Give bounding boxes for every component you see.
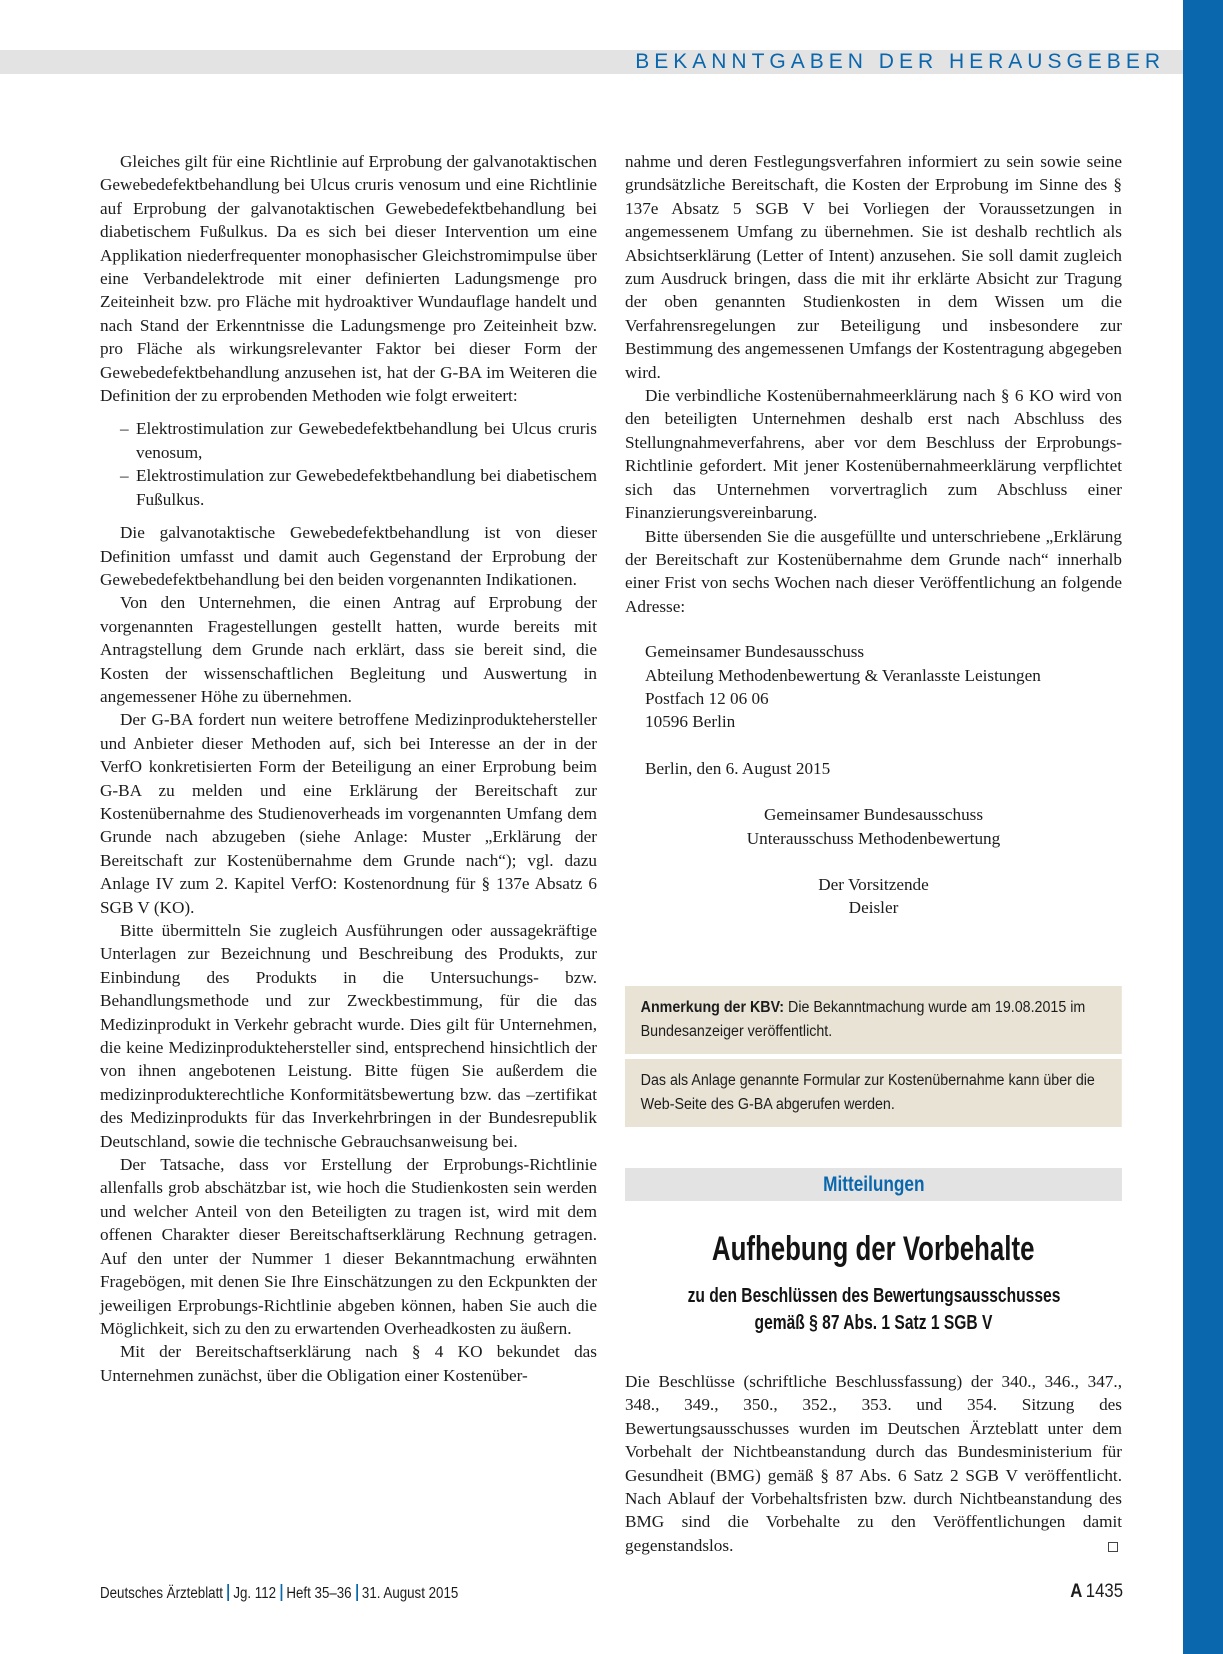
footer-separator: [356, 1584, 358, 1601]
issue-date: 31. August 2015: [361, 1585, 459, 1602]
list-item: – Elektrostimulation zur Gewebedefektbehandlung bei Ulcus cruris venosum,: [120, 419, 597, 462]
method-list: [100, 417, 597, 511]
dash-bullet: –: [120, 419, 129, 439]
left-column: [100, 150, 597, 1387]
date-line: Berlin, den 6. August 2015: [645, 758, 831, 778]
journal-name: Deutsches Ärzteblatt: [100, 1585, 223, 1602]
paragraph: Bitte übermitteln Sie zugleich Ausführungen oder aussagekräftige Unterlagen zur Bezeichnung und Beschreibung des Produkts, zur Einbindung des Produkts in die Untersuchungs- bzw. Behandlungsmethode und zur Zweckbestimmung, für die das Medizinprodukt in Verkehr gebracht wurde. Dies gilt für Unternehmen, die keine Medizinproduktehersteller sind, entsprechend hinsichtlich der von ihnen angebotenen Leistung. Bitte fügen Sie außerdem die medizinprodukterechtliche Konformitätsbewertung bzw. das –zertifikat des Medizinprodukts für das Inverkehrbringen in der Bundesrepublik Deutschland, sowie die technische Gebrauchsanweisung bei.: [100, 921, 597, 1151]
side-color-bar: [1183, 0, 1223, 1654]
paragraph: Gleiches gilt für eine Richtlinie auf Erprobung der galvanotaktischen Gewebedefektbehandlung bei Ulcus cruris venosum und eine Richtlinie auf Erprobung der galvanotaktischen Gewebedefektbehandlung bei diabetischem Fußulkus. Da es sich bei dieser Intervention um eine Applikation niederfrequenter monophasischer Gleichstromimpulse über eine Verbandelektrode mit einer definierten Ladungsmenge pro Zeiteinheit bzw. pro Fläche mit hydroaktiver Wundauflage handelt und nach Stand der Erkenntnisse die Ladungsmenge pro Zeiteinheit bzw. pro Fläche als wirkungsrelevanter Faktor bei dieser Form der Gewebedefektbehandlung anzusehen ist, hat der G-BA im Weiteren die Definition der zu erprobenden Methoden wie folgt erweitert:: [100, 152, 597, 406]
category-band: [625, 1168, 1122, 1201]
kbv-note-label: Anmerkung der KBV:: [640, 999, 785, 1016]
right-column: [625, 150, 1122, 920]
address-line: Abteilung Methodenbewertung & Veranlasste Leistungen: [645, 665, 1041, 685]
footer-separator: [280, 1584, 282, 1601]
paragraph: Bitte übersenden Sie die ausgefüllte und unterschriebene „Erklärung der Bereitschaft zur Kostenübernahme dem Grunde nach“ innerhalb einer Frist von sechs Wochen nach dieser Veröffentlichung an folgende Adresse:: [625, 526, 1122, 616]
paragraph: Von den Unternehmen, die einen Antrag auf Erprobung der vorgenannten Fragestellungen gestellt hatten, wurde bereits mit Antragstellung dem Grunde nach erklärt, dass sie bereit sind, die Kosten der wissenschaftlichen Begleitung und Auswertung in angemessener Höhe zu übernehmen.: [100, 593, 597, 706]
address-line: 10596 Berlin: [645, 712, 736, 732]
paragraph: Die verbindliche Kostenübernahmeerklärung nach § 6 KO wird von den beteiligten Unternehmen deshalb erst nach Abschluss des Stellungnahmeverfahrens, aber vor dem Beschluss der Erprobungs-Richtlinie gefordert. Mit jener Kostenübernahmeerklärung verpflichtet sich das Unternehmen vorvertraglich zum Abschluss einer Finanzierungsvereinbarung.: [625, 386, 1122, 523]
kbv-note-text: Die Bekanntmachung wurde am 19.08.2015 im Bundesanzeiger veröffentlicht.: [640, 999, 1086, 1040]
kbv-note: [625, 986, 1122, 1054]
end-square-icon: [1108, 1542, 1118, 1552]
page-prefix: A: [1070, 1581, 1083, 1602]
form-note: Das als Anlage genannte Formular zur Kostenübernahme kann über die Web-Seite des G-BA abgerufen werden.: [625, 1059, 1122, 1127]
section-header: BEKANNTGABEN DER HERAUSGEBER: [635, 50, 1165, 73]
paragraph: Der Tatsache, dass vor Erstellung der Erprobungs-Richtlinie allenfalls grob abschätzbar ist, wie hoch die Studienkosten sein werden und welcher Anteil von den Beteiligten zu tragen ist, wird mit dem offenen Charakter dieser Bereitschaftserklärung Rechnung getragen. Auf den unter der Nummer 1 dieser Bekanntmachung erwähnten Fragebögen, mit denen Sie Ihre Einschätzungen zu den Eckpunkten der jeweiligen Erprobungs-Richtlinie abgeben können, haben Sie auch die Möglichkeit, sich zu den zu erwartenden Overheadkosten zu äußern.: [100, 1155, 597, 1338]
paragraph: Der G-BA fordert nun weitere betroffene Medizinproduktehersteller und Anbieter dieser Methoden auf, sich bei Interesse an der in der VerfO konkretisierten Form der Beteiligung an einer Erprobung beim G-BA zu melden und eine Erklärung der Bereitschaft zur Kostenübernahme des Studienoverheads im vorgenannten Umfang dem Grunde nach abzugeben (siehe Anlage: Muster „Erklärung der Bereitschaft zur Kostenübernahme dem Grunde nach“); vgl. dazu Anlage IV zum 2. Kapitel VerfO: Kostenordnung für § 137e Absatz 6 SGB V (KO).: [100, 710, 597, 917]
page-number: [1070, 1580, 1123, 1604]
issue: Heft 35–36: [286, 1585, 352, 1602]
footer-citation: [100, 1584, 458, 1604]
volume: Jg. 112: [233, 1585, 277, 1602]
paragraph: Mit der Bereitschaftserklärung nach § 4 KO bekundet das Unternehmen zunächst, über die Obligation einer Kostenüber-: [100, 1342, 597, 1385]
article-body: Die Beschlüsse (schriftliche Beschlussfassung) der 340., 346., 347., 348., 349., 350., 352., 353. und 354. Sitzung des Bewertungsausschusses wurden im Deutschen Ärzteblatt unter dem Vorbehalt der Nichtbeanstandung durch das Bundesministerium für Gesundheit (BMG) gemäß § 87 Abs. 6 Satz 2 SGB V veröffentlicht. Nach Ablauf der Vorbehaltsfristen bzw. durch Nichtbeanstandung des BMG sind die Vorbehalte zu den Veröffentlichungen damit gegenstandslos.: [625, 1372, 1122, 1555]
signature-organization: Gemeinsamer Bundesausschuss Unterausschuss Methodenbewertung: [746, 805, 1001, 848]
address-line: Postfach 12 06 06: [645, 688, 769, 708]
paragraph: nahme und deren Festlegungsverfahren informiert zu sein sowie seine grundsätzliche Bereitschaft, die Kosten der Erprobung im Sinne des § 137e Absatz 5 SGB V bei Vorliegen der Voraussetzungen in angemessenem Umfang zu übernehmen. Sie ist deshalb rechtlich als Absichtserklärung (Letter of Intent) anzusehen. Sie soll damit zugleich zum Ausdruck bringen, dass die mit ihr erklärte Absicht zur Tragung der oben genannten Studienkosten in dem Wissen um die Verfahrensregelungen zur Beteiligung und insbesondere zur Bestimmung des angemessenen Umfangs der Kostentragung abgegeben wird.: [625, 152, 1122, 382]
paragraph: Die galvanotaktische Gewebedefektbehandlung ist von dieser Definition umfasst und damit auch Gegenstand der Erprobung der Gewebedefektbehandlung bei den beiden vorgenannten Indikationen.: [100, 523, 597, 589]
page-number-value: 1435: [1085, 1581, 1123, 1602]
address-line: Gemeinsamer Bundesausschuss: [645, 642, 865, 662]
category-label: Mitteilungen: [822, 1173, 925, 1196]
signature-person: Der Vorsitzende Deisler: [818, 874, 929, 918]
article-subtitle: zu den Beschlüssen des Bewertungsausschusses gemäß § 87 Abs. 1 Satz 1 SGB V: [687, 1285, 1060, 1334]
list-item: – Elektrostimulation zur Gewebedefektbehandlung bei diabetischem Fußulkus.: [120, 466, 597, 509]
dash-bullet: –: [120, 466, 129, 486]
footer-separator: [227, 1584, 229, 1601]
postal-address: [645, 640, 1122, 734]
article-title: Aufhebung der Vorbehalte: [712, 1230, 1035, 1268]
